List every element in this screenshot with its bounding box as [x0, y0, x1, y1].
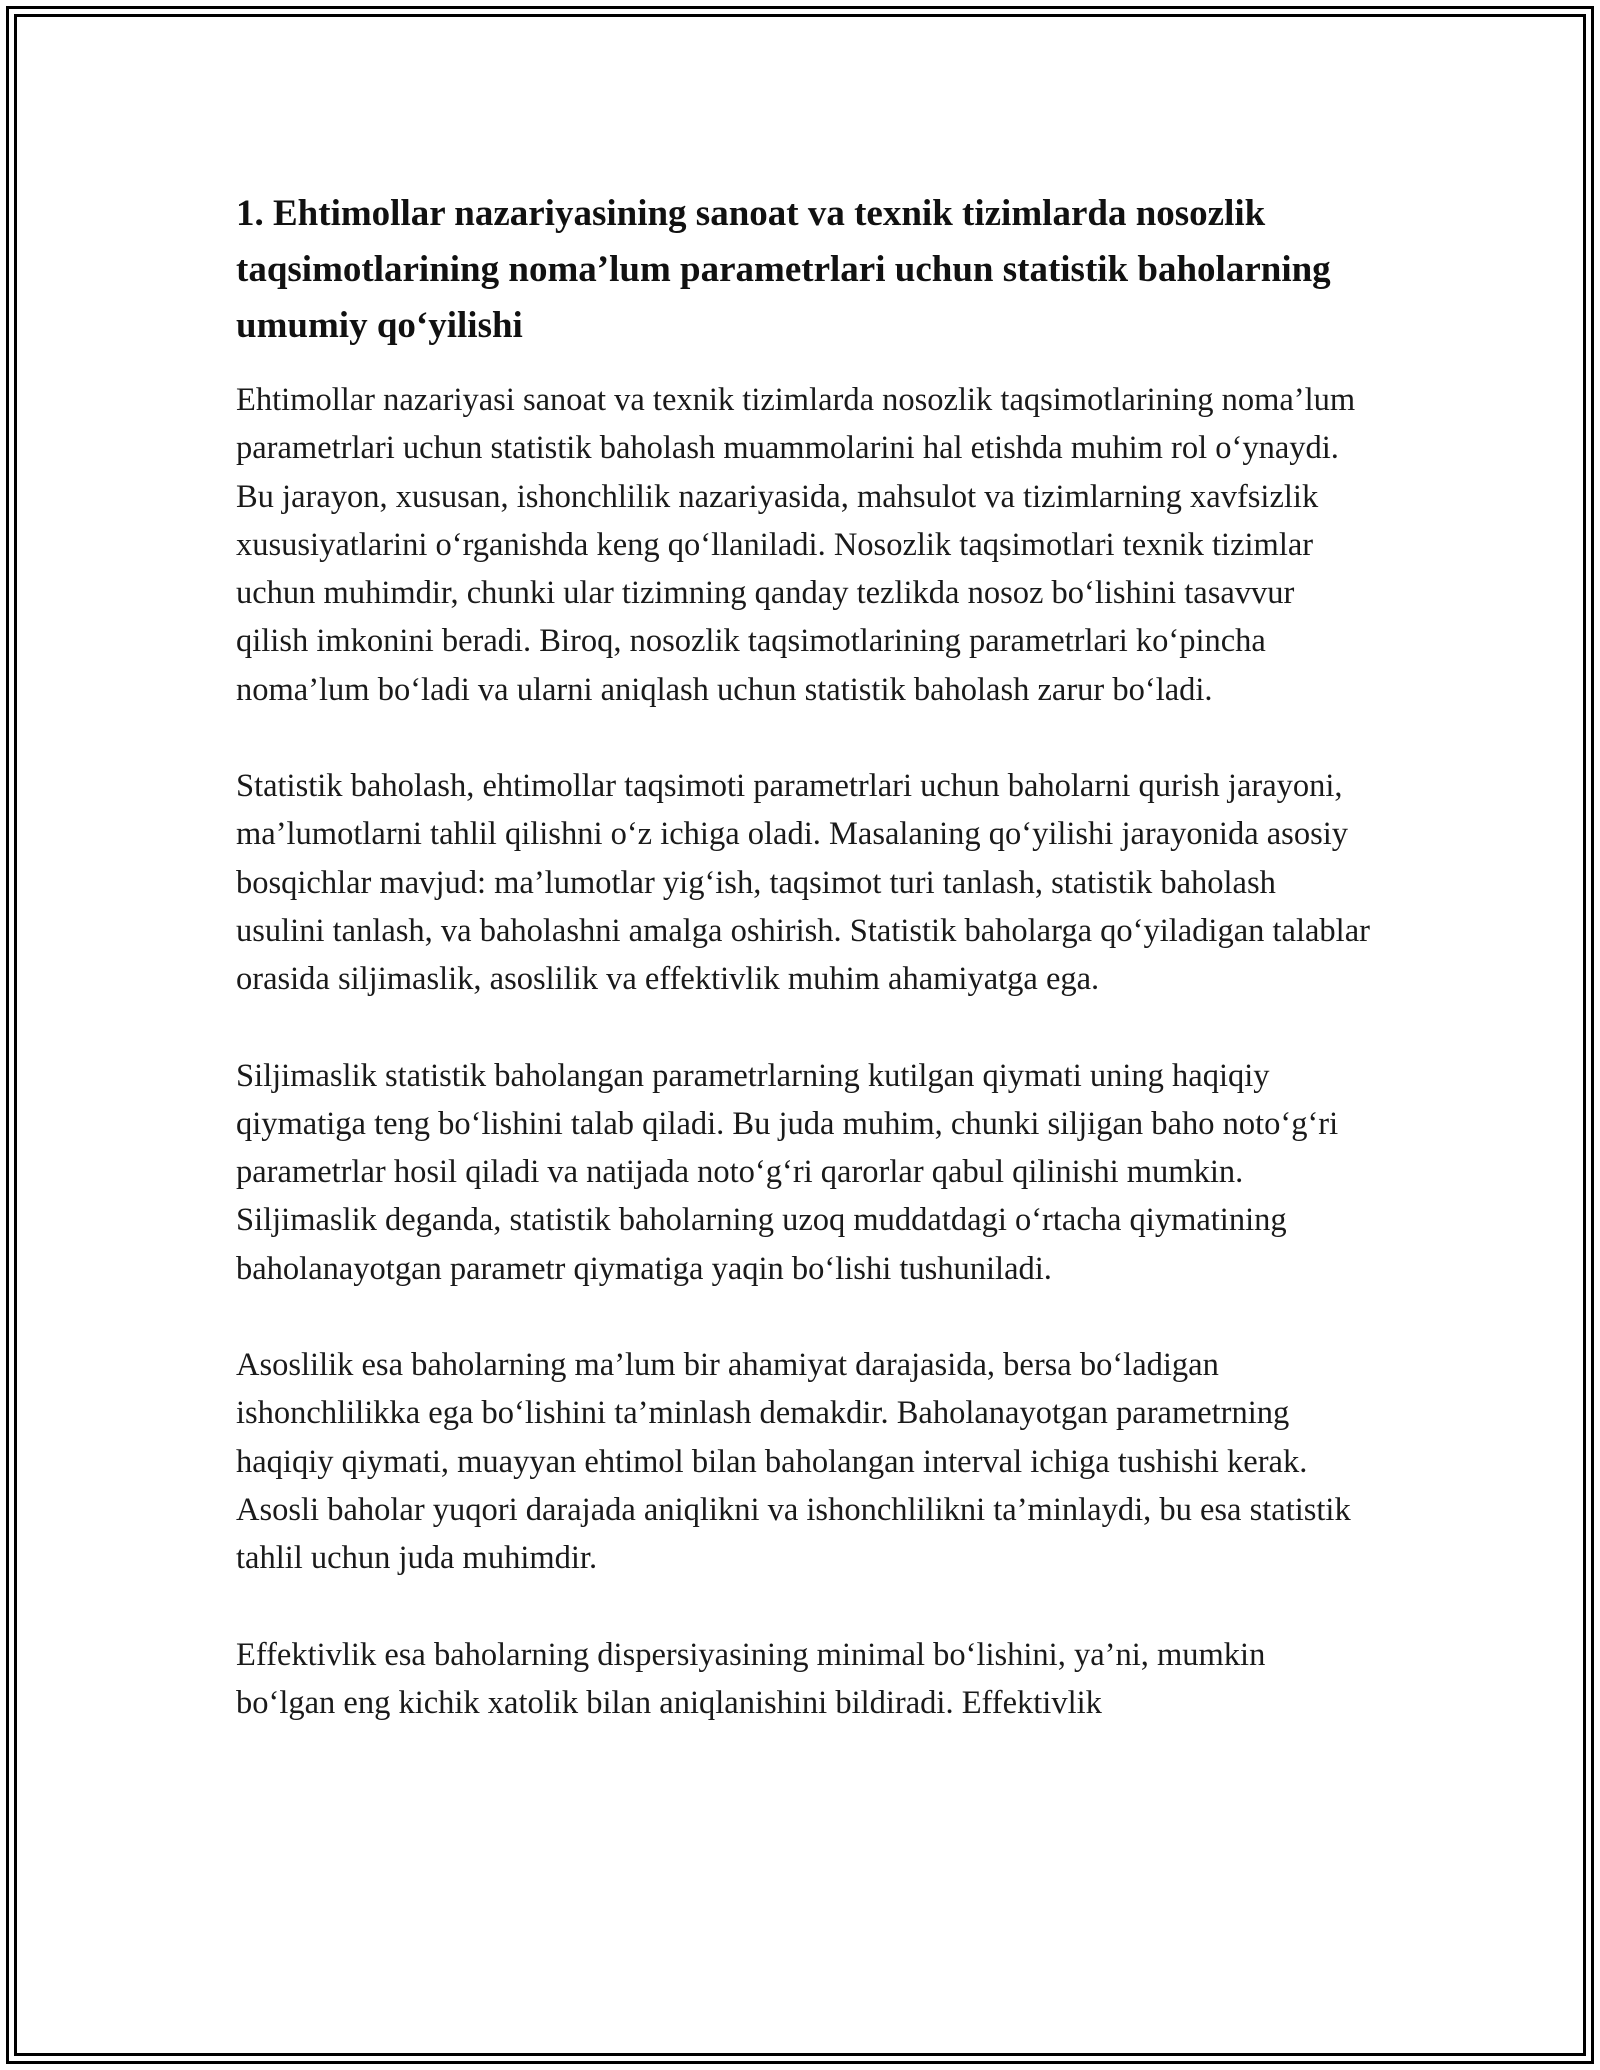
section-heading: 1. Ehtimollar nazariyasining sanoat va texnik tizimlarda nosozlik taqsimotlarining noma’lum parametrlari uchun statistik baholarning umumiy qo‘yilishi	[236, 193, 1331, 346]
paragraph-unbiasedness: Siljimaslik statistik baholangan parametrlarning kutilgan qiymati uning haqiqiy qiymatiga teng bo‘lishini talab qiladi. Bu juda muhim, chunki siljigan baho noto‘g‘ri parametrlar hosil qiladi va natijada noto‘g‘ri qarorlar qabul qilinishi mumkin. Siljimaslik deganda, statistik baholarning uzoq muddatdagi o‘rtacha qiymatining baholanayotgan parametr qiymatiga yaqin bo‘lishi tushuniladi.	[236, 1057, 1339, 1287]
document-body	[236, 186, 1370, 1775]
paragraph-efficiency: Effektivlik esa baholarning dispersiyasining minimal bo‘lishini, ya’ni, mumkin bo‘lgan eng kichik xatolik bilan aniqlanishini bildiradi. Effektivlik	[236, 1636, 1266, 1721]
paragraph-intro: Ehtimollar nazariyasi sanoat va texnik tizimlarda nosozlik taqsimotlarining noma’lum parametrlari uchun statistik baholash muammolarini hal etishda muhim rol o‘ynaydi. Bu jarayon, xususan, ishonchlilik nazariyasida, mahsulot va tizimlarning xavfsizlik xususiyatlarini o‘rganishda keng qo‘llaniladi. Nosozlik taqsimotlari texnik tizimlar uchun muhimdir, chunki ular tizimning qanday tezlikda nosoz bo‘lishini tasavvur qilish imkonini beradi. Biroq, nosozlik taqsimotlarining parametrlari ko‘pincha noma’lum bo‘ladi va ularni aniqlash uchun statistik baholash zarur bo‘ladi.	[236, 382, 1356, 708]
paragraph-consistency: Asoslilik esa baholarning ma’lum bir ahamiyat darajasida, bersa bo‘ladigan ishonchlilikka ega bo‘lishini ta’minlash demakdir. Baholanayotgan parametrning haqiqiy qiymati, muayyan ehtimol bilan baholangan interval ichiga tushishi kerak. Asosli baholar yuqori darajada aniqlikni va ishonchlilikni ta’minlaydi, bu esa statistik tahlil uchun juda muhimdir.	[236, 1347, 1351, 1577]
paragraph-statistical-estimation: Statistik baholash, ehtimollar taqsimoti parametrlari uchun baholarni qurish jarayoni, ma’lumotlarni tahlil qilishni o‘z ichiga oladi. Masalaning qo‘yilishi jarayonida asosiy bosqichlar mavjud: ma’lumotlar yig‘ish, taqsimot turi tanlash, statistik baholash usulini tanlash, va baholashni amalga oshirish. Statistik baholarga qo‘yiladigan talablar orasida siljimaslik, asoslilik va effektivlik muhim ahamiyatga ega.	[236, 768, 1370, 998]
